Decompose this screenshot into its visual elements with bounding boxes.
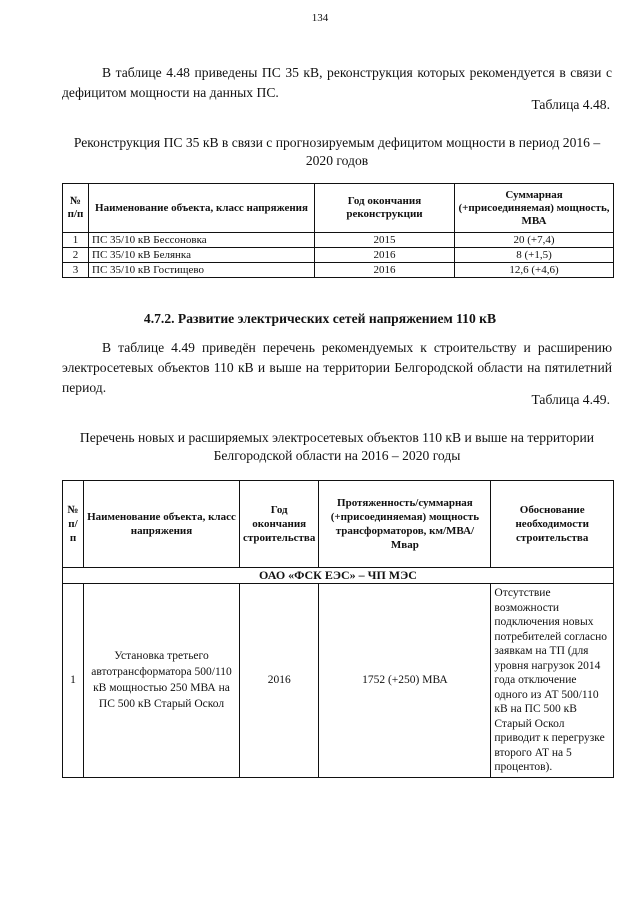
- org-name: ОАО «ФСК ЕЭС» – ЧП МЭС: [63, 568, 614, 584]
- table-48: [62, 183, 614, 278]
- header-cell: Протяженность/суммарная (+присоединяемая) мощность трансформаторов, км/МВА/Мвар: [319, 481, 491, 568]
- header-cell: Обоснование необходимости строительства: [491, 481, 614, 568]
- table-row: [63, 233, 614, 248]
- table-48-caption: Реконструкция ПС 35 кВ в связи с прогнозируемым дефицитом мощности в период 2016 – 2020 годов: [73, 135, 601, 168]
- table-cell: ПС 35/10 кВ Белянка: [89, 248, 315, 263]
- table-cell: ПС 35/10 кВ Бессоновка: [89, 233, 315, 248]
- table-row: [63, 584, 614, 778]
- table-header-row: [63, 481, 614, 568]
- header-cell: Наименование объекта, класс напряжения: [89, 184, 315, 233]
- table-cell: 2015: [315, 233, 455, 248]
- table-cell: ПС 35/10 кВ Гостищево: [89, 263, 315, 278]
- table-49-caption: Перечень новых и расширяемых электросетевых объектов 110 кВ и выше на территории Белгородской области на 2016 – 2020 годы: [79, 430, 595, 463]
- page-number: 134: [311, 12, 329, 24]
- table-row: [63, 248, 614, 263]
- table-cell: 12,6 (+4,6): [455, 263, 614, 278]
- intro-paragraph: [62, 63, 612, 103]
- table-49-label: Таблица 4.49.: [531, 392, 610, 407]
- table-cell: 2016: [315, 263, 455, 278]
- table-49: [62, 480, 614, 778]
- intro-paragraph-text: В таблице 4.48 приведены ПС 35 кВ, реконструкция которых рекомендуется в связи с дефицитом мощности на данных ПС.: [62, 65, 612, 100]
- table-cell: 3: [63, 263, 89, 278]
- table-cell: 1: [63, 584, 84, 778]
- header-cell: № п/п: [63, 481, 84, 568]
- table-cell: 2016: [240, 584, 319, 778]
- paragraph-2: [62, 338, 612, 398]
- org-row: [63, 568, 614, 584]
- table-row: [63, 263, 614, 278]
- table-cell: 2016: [315, 248, 455, 263]
- table-cell: 2: [63, 248, 89, 263]
- section-heading: 4.7.2. Развитие электрических сетей напряжением 110 кВ: [143, 311, 497, 326]
- header-cell: Год окончания строительства: [240, 481, 319, 568]
- table-cell: 20 (+7,4): [455, 233, 614, 248]
- table-header-row: [63, 184, 614, 233]
- table-cell: 8 (+1,5): [455, 248, 614, 263]
- header-cell: Суммарная (+присоединяемая) мощность, МВА: [455, 184, 614, 233]
- table-48-label: Таблица 4.48.: [531, 97, 610, 112]
- paragraph-2-text: В таблице 4.49 приведён перечень рекомендуемых к строительству и расширению электросетевых объектов 110 кВ и выше на территории Белгородской области на пятилетний период.: [62, 340, 612, 395]
- table-cell: 1752 (+250) МВА: [319, 584, 491, 778]
- header-cell: Наименование объекта, класс напряжения: [84, 481, 240, 568]
- table-cell: Отсутствие возможности подключения новых потребителей согласно заявкам на ТП (для уровня нагрузок 2014 года отключение одного из АТ 500/110 кВ на ПС 500 кВ Старый Оскол приводит к перегрузке второго АТ на 5 процентов).: [491, 584, 614, 778]
- header-cell: № п/п: [63, 184, 89, 233]
- table-cell: 1: [63, 233, 89, 248]
- table-cell: Установка третьего автотрансформатора 500/110 кВ мощностью 250 МВА на ПС 500 кВ Старый Оскол: [84, 584, 240, 778]
- header-cell: Год окончания реконструкции: [315, 184, 455, 233]
